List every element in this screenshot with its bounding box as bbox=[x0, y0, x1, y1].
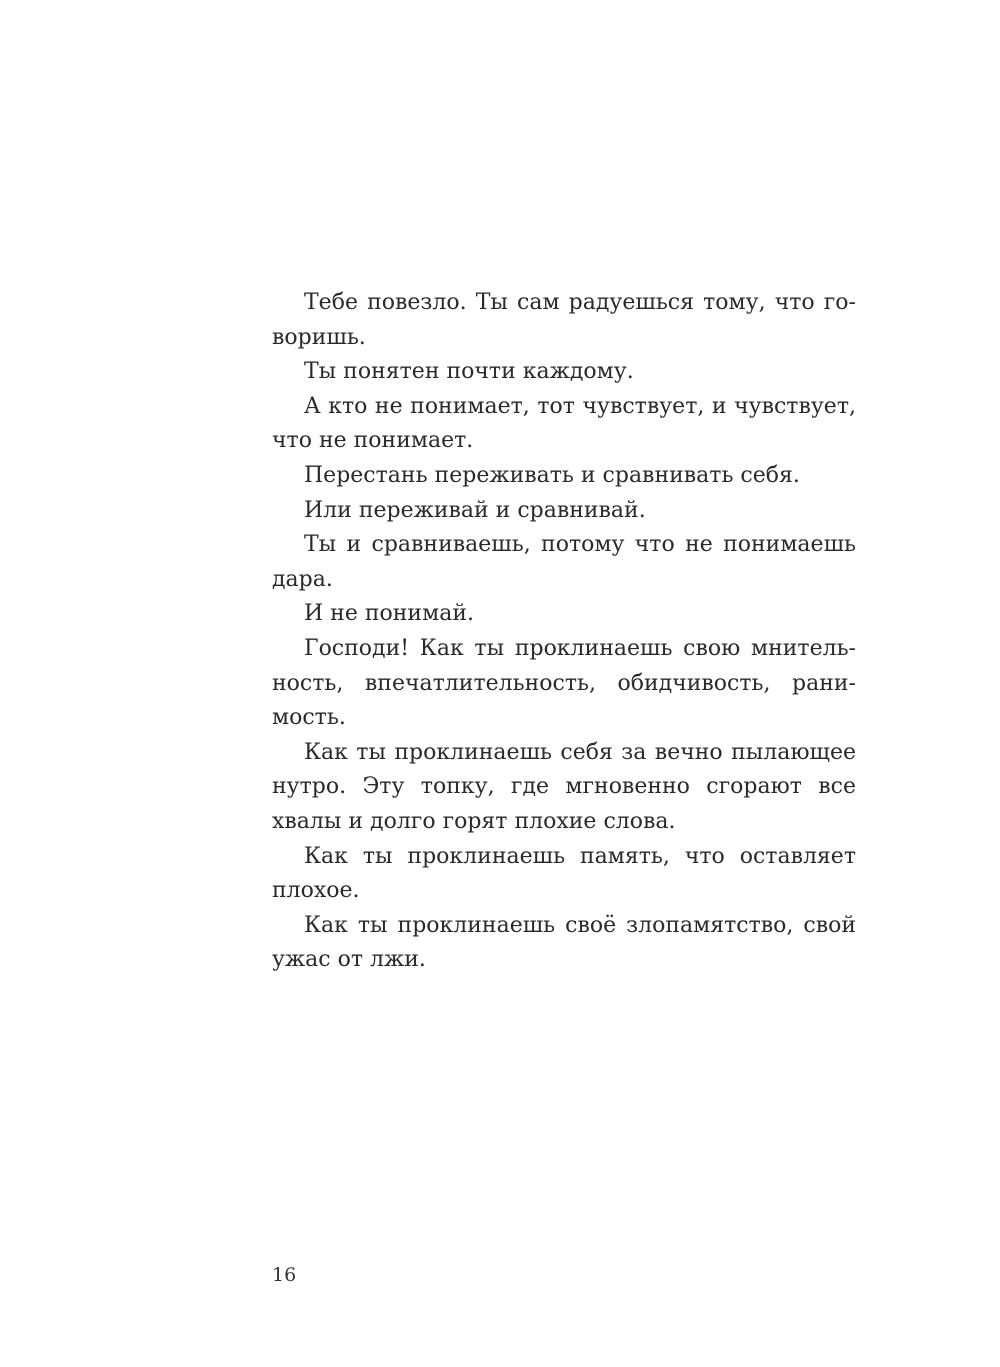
text-line: Ты понятен почти каждому. bbox=[304, 359, 634, 385]
paragraph bbox=[272, 286, 856, 355]
paragraph bbox=[272, 355, 856, 390]
text-line: плохое. bbox=[272, 878, 360, 904]
paragraph bbox=[272, 597, 856, 632]
text-line: Господи! Как ты проклинаешь свою мнитель- bbox=[304, 635, 856, 661]
text-line: Как ты проклинаешь себя за вечно пылающее bbox=[304, 739, 856, 765]
text-line: ужас от лжи. bbox=[272, 947, 426, 973]
paragraph bbox=[272, 736, 856, 840]
text-line: Перестань переживать и сравнивать себя. bbox=[304, 462, 800, 488]
text-line: Или переживай и сравнивай. bbox=[304, 497, 646, 523]
text-line: мость. bbox=[272, 705, 346, 731]
text-line: Ты и сравниваешь, потому что не понимаешь bbox=[304, 532, 856, 558]
paragraph bbox=[272, 528, 856, 597]
text-line: дара. bbox=[272, 566, 333, 592]
paragraph bbox=[272, 909, 856, 978]
paragraph bbox=[272, 459, 856, 494]
text-line: ность, впечатлительность, обидчивость, рани- bbox=[272, 670, 856, 696]
body-text bbox=[272, 286, 856, 978]
paragraph bbox=[272, 390, 856, 459]
text-line: хвалы и долго горят плохие слова. bbox=[272, 808, 676, 834]
text-line: что не понимает. bbox=[272, 428, 474, 454]
paragraph bbox=[272, 494, 856, 529]
text-line: Как ты проклинаешь своё злопамятство, свой bbox=[304, 912, 856, 938]
text-line: Как ты проклинаешь память, что оставляет bbox=[304, 843, 856, 869]
text-line: Тебе повезло. Ты сам радуешься тому, что го- bbox=[304, 290, 856, 315]
text-line: А кто не понимает, тот чувствует, и чувствует, bbox=[304, 393, 856, 419]
text-line: воришь. bbox=[272, 324, 366, 350]
paragraph bbox=[272, 840, 856, 909]
page-number: 16 bbox=[272, 1264, 297, 1286]
text-line: И не понимай. bbox=[304, 601, 474, 627]
paragraph bbox=[272, 632, 856, 736]
text-line: нутро. Эту топку, где мгновенно сгорают все bbox=[272, 774, 856, 800]
